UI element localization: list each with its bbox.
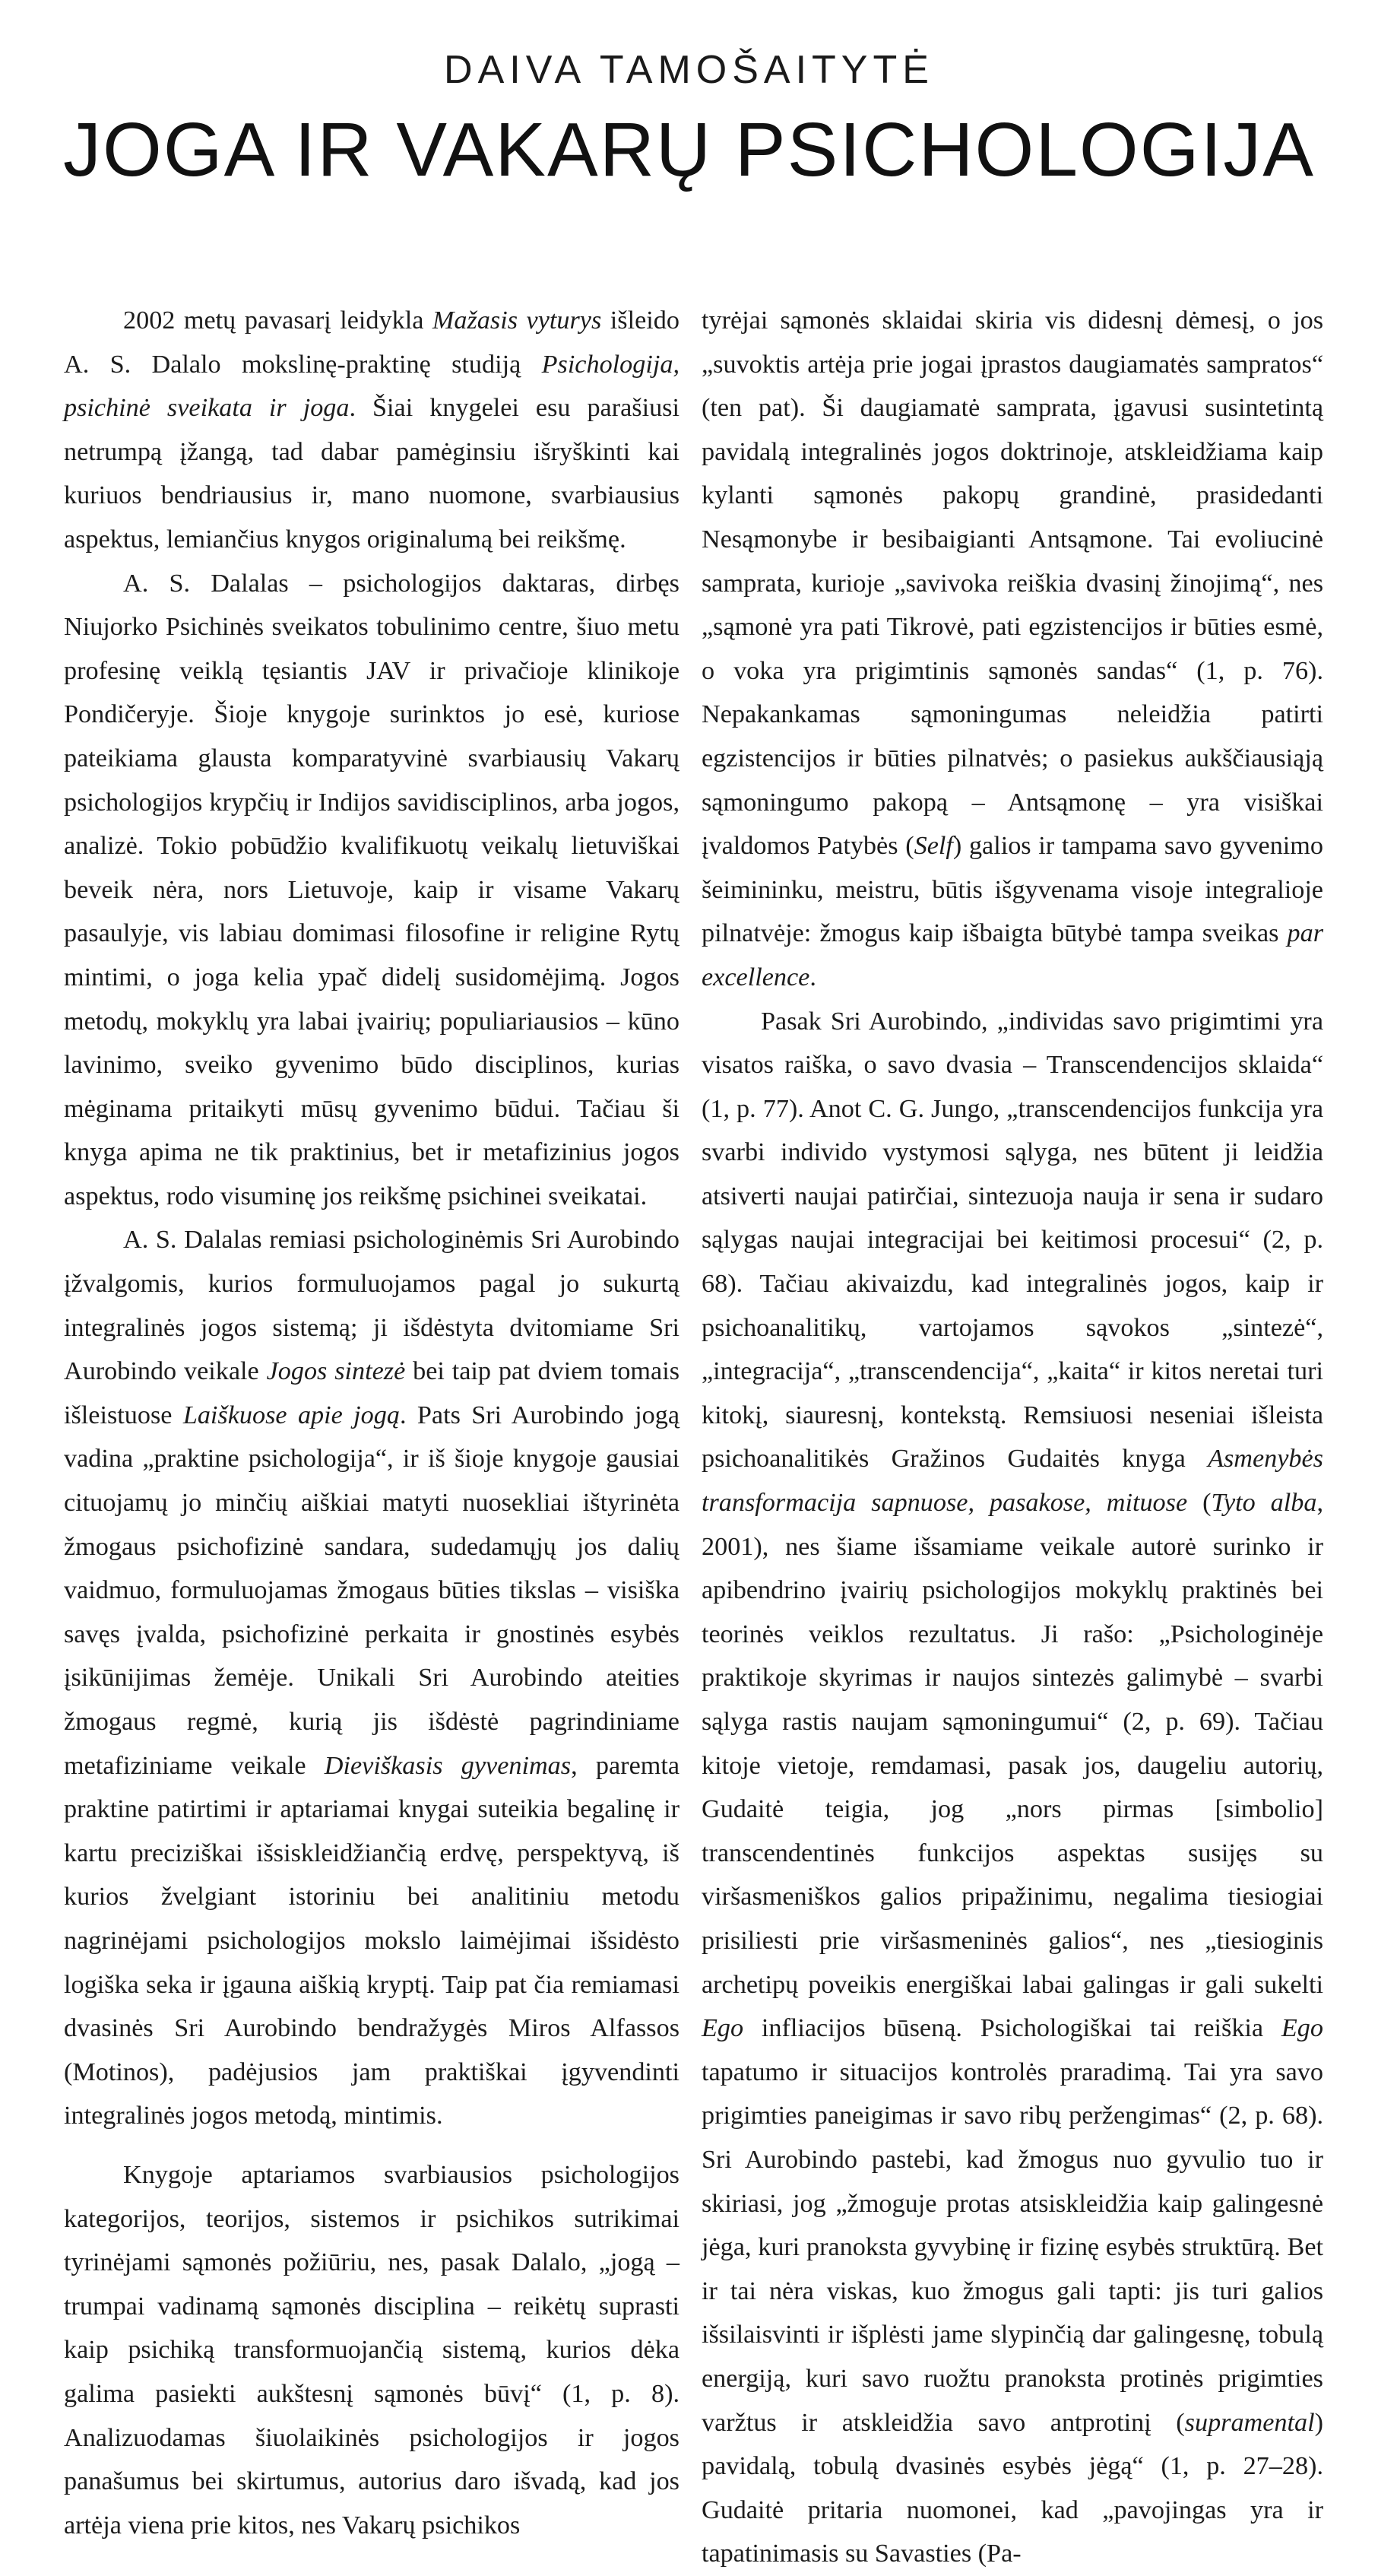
paragraph-continuation [702,299,1323,1000]
term-ego: Ego [702,2014,744,2043]
text-run: ) pavidalą, tobulą dvasinės esybės jėgą“ (1, p. 27–28). Gudaitė pritaria nuomonei, kad „pavojingas yra ir tapatinimasis su Savasties (Pa- [702,2408,1323,2568]
text-run: . [809,963,816,991]
text-run: . Šiai knygelei esu parašiusi netrumpą įžangą, tad dabar pamėginsiu išryškinti kai kuriuos bendriausius ir, mano nuomone, svarbiausius aspektus, lemiančius knygos originalumą bei reikšmę. [64,394,679,554]
book-title: Asmenybės transformacija sapnuose, pasakose, mituose [702,1445,1323,1518]
text-run: 2002 metų pavasarį leidykla [123,306,432,335]
term-supramental: supramental [1184,2408,1315,2437]
publisher-name: Mažasis vyturys [432,306,602,335]
text-run: , paremta praktine patirtimi ir aptariamai knygai suteikia begalinę ir kartu preciziškai išsiskleidžiančią erdvę, perspektyvą, iš kurios žvelgiant istoriniu bei analitiniu metodu nagrinėjami psichologijos mokslo laimėjimai išsidėsto logiška seka ir įgauna aiškią kryptį. Taip pat čia remiamasi dvasinės Sri Aurobindo bendražygės Miros Alfassos (Motinos), padėjusios jam praktiškai įgyvendinti integralinės jogos metodą, mintimis. [64,1751,680,2130]
book-title: Laiškuose apie jogą [182,1401,400,1429]
publisher-name: Tyto alba [1211,1489,1317,1518]
text-run: išleido A. S. Dalalo mokslinę-praktinę studiją [64,306,679,379]
article-title: JOGA IR VAKARŲ PSICHOLOGIJA [63,107,1315,192]
text-run: , 2001), nes šiame išsamiame veikale autorė surinko ir apibendrino įvairių psichologijos mokyklų praktinės bei teorinės veiklos rezultatus. Ji rašo: „Psichologinėje praktikoje skyrimas ir naujos sintezės galimybė – svarbi sąlyga rastis naujam sąmoningumui“ (2, p. 69). Tačiau kitoje vietoje, remdamasi, pasak jos, daugeliu autorių, Gudaitė teigia, jog „nors pirmas [simbolio] transcendentinės funkcijos aspektas susijęs su viršasmeniškos galios pripažinimu, negalima tiesiogiai prisiliesti prie viršasmeninės galios“, nes „tiesioginis archetipų poveikis energiškai labai galingas ir gali sukelti [702,1489,1323,1999]
text-run: bei taip pat dviem tomais išleistuose [64,1357,680,1429]
text-run: infliacijos būseną. Psichologiškai tai reiškia [743,2014,1281,2043]
text-run: . Pats Sri Aurobindo jogą vadina „praktine psichologija“, ir iš šioje knygoje gausiai cituojamų jo minčių aiškiai matyti nuosekliai ištyrinėta žmogaus psichofizinė sandara, sudedamųjų jos dalių vaidmuo, formuluojamas žmogaus būties tikslas – visiška savęs įvalda, psichofizinė perkaita ir gnostinės esybės įsikūnijimas žemėje. Unikali Sri Aurobindo ateities žmogaus regmė, kurią jis išdėstė pagrindiniame metafiziniame veikale [64,1401,680,1780]
text-run: A. S. Dalalas remiasi psichologinėmis Sri Aurobindo įžvalgomis, kurios formuluojamos pagal jo sukurtą integralinės jogos sistemą; ji išdėstyta dvitomiame Sri Aurobindo veikale [64,1226,679,1386]
author-name: DAIVA TAMOŠAITYTĖ [444,48,934,92]
right-column [702,299,1323,2576]
book-title: Jogos sintezė [266,1357,406,1386]
text-run: tyrėjai sąmonės sklaidai skiria vis didesnį dėmesį, o jos „suvoktis artėja prie jogai įprastos daugiamatės sampratos“ (ten pat). Ši daugiamatė samprata, įgavusi susintetintą pavidalą integralinės jogos doktrinoje, atskleidžiama kaip kylanti sąmonės pakopų grandinė, prasidedanti Nesąmonybe ir besibaigianti Antsąmone. Tai evoliucinė samprata, kurioje „savivoka reiškia dvasinį žinojimą“, nes „sąmonė yra pati Tikrovė, pati egzistencijos ir būties esmė, o voka yra prigimtinis sąmonės sandas“ (1, p. 76). Nepakankamas sąmoningumas neleidžia patirti egzistencijos ir būties pilnatvės; o pasiekus aukščiausiąją sąmoningumo pakopą – Antsąmonę – yra visiškai įvaldomos Patybės ( [702,306,1323,861]
book-title: Dieviškasis gyvenimas [324,1751,572,1780]
term-par-excellence: par excellence [702,919,1323,991]
text-run: ) galios ir tampama savo gyvenimo šeimininku, meistru, būtis išgyvenama visoje integralioje pilnatvėje: žmogus kaip išbaigta būtybė tampa sveikas [702,832,1323,948]
text-run: ( [1187,1489,1212,1518]
term-self: Self [914,832,953,861]
term-ego: Ego [1281,2014,1323,2043]
paragraph-intro [64,299,679,562]
paragraph-sri-aurobindo [64,1218,679,2137]
paragraph-categories: Knygoje aptariamos svarbiausios psichologijos kategorijos, teorijos, sistemos ir psichikos sutrikimai tyrinėjami sąmonės požiūriu, nes, pasak Dalalo, „jogą – trumpai vadinamą sąmonės disciplina – reikėtų suprasti kaip psichiką transformuojančią sistemą, kurios dėka galima pasiekti aukštesnį sąmonės būvį“ (1, p. 8). Analizuodamas šiuolaikinės psichologijos ir jogos panašumus bei skirtumus, autorius daro išvadą, kad jos artėja viena prie kitos, nes Vakarų psichikos [64,2160,679,2540]
text-run: tapatumo ir situacijos kontrolės praradimą. Tai yra savo prigimties paneigimas ir savo ribų peržengimas“ (2, p. 68). Sri Aurobindo pastebi, kad žmogus nuo gyvulio tuo ir skiriasi, jog „žmoguje protas atsiskleidžia kaip galingesnė jėga, kuri pranoksta gyvybinę ir fizinę esybės struktūrą. Bet ir tai nėra viskas, kuo žmogus gali tapti: jis turi galios išsilaisvinti ir išplėsti jame slypinčią dar galingesnę, tobulą energiją, kuri savo ruožtu pranoksta protinės prigimties varžtus ir atskleidžia savo antprotinį ( [702,2057,1323,2437]
paragraph-transcendence [702,1000,1323,2576]
paragraph-author-bio: A. S. Dalalas – psichologijos daktaras, dirbęs Niujorko Psichinės sveikatos tobulinimo centre, šiuo metu profesinę veiklą tęsiantis JAV ir privačioje klinikoje Pondičeryje. Šioje knygoje surinktos jo esė, kuriose pateikiama glausta komparatyvinė svarbiausių Vakarų psichologijos krypčių ir Indijos savidisciplinos, arba jogos, analizė. Tokio pobūdžio kvalifikuotų veikalų lietuviškai beveik nėra, nors Lietuvoje, kaip ir visame Vakarų pasaulyje, vis labiau domimasi filosofine ir religine Rytų mintimi, o joga kelia ypač didelį susidomėjimą. Jogos metodų, mokyklų yra labai įvairių; populiariausios – kūno lavinimo, sveiko gyvenimo būdo disciplinos, kurias mėginama pritaikyti mūsų gyvenimo būdui. Tačiau ši knyga apima ne tik praktinius, bet ir metafizinius jogos aspektus, rodo visuminę jos reikšmę psichinei sveikatai. [64,569,679,1210]
text-run: Pasak Sri Aurobindo, „individas savo prigimtimi yra visatos raiška, o savo dvasia – Transcendencijos sklaida“ (1, p. 77). Anot C. G. Jungo, „transcendencijos funkcija yra svarbi individo vystymosi sąlyga, nes būtent ji leidžia atsiverti naujai patirčiai, sintezuoja nauja ir sena ir sudaro sąlygas naujai integracijai bei keitimosi procesui“ (2, p. 68). Tačiau akivaizdu, kad integralinės jogos, kaip ir psichoanalitikų, vartojamos sąvokos „sintezė“, „integracija“, „transcendencija“, „kaita“ ir kitos neretai turi kitokį, siauresnį, kontekstą. Remsiuosi neseniai išleista psichoanalitikės Gražinos Gudaitės knyga [702,1007,1323,1474]
book-title: Psichologija, psichinė sveikata ir joga [64,350,679,423]
left-column [64,299,679,2547]
